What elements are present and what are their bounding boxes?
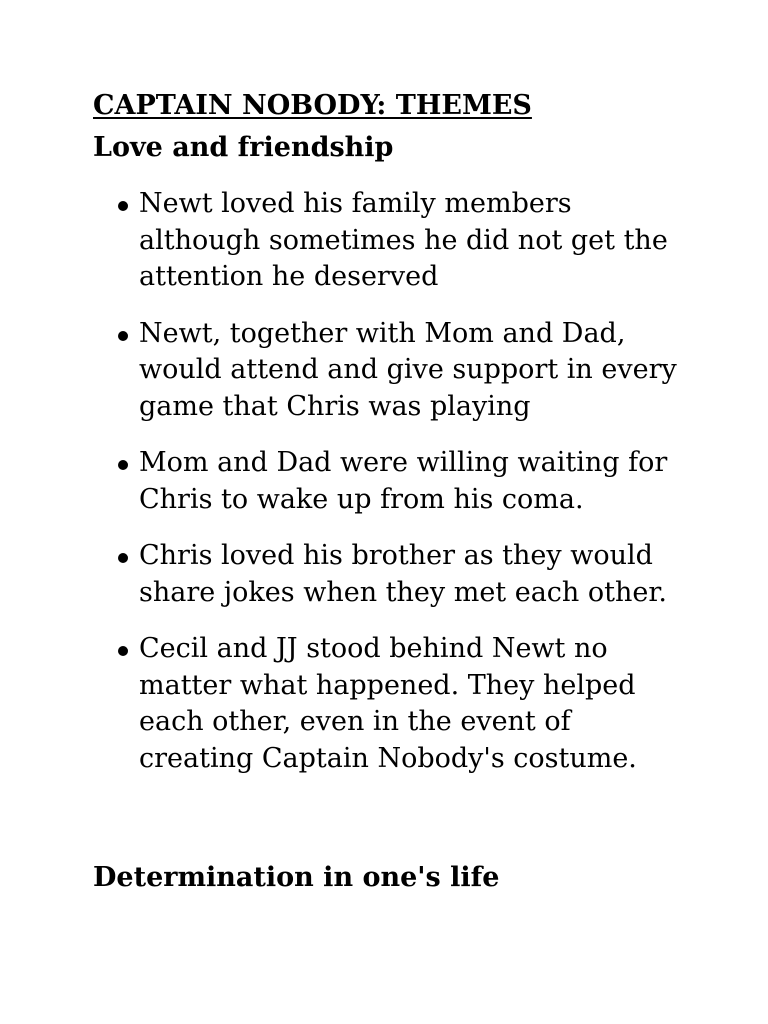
bullet-list [116, 186, 716, 797]
list-item [116, 445, 684, 518]
list-item-text: Newt, together with Mom and Dad, would attend and give support in every game that Chris was playing [139, 317, 677, 422]
list-item [116, 631, 684, 777]
section-heading-determination: Determination in one's life [93, 862, 500, 893]
list-item-text: Newt loved his family members although sometimes he did not get the attention he deserved [139, 188, 668, 292]
bullet-icon [118, 331, 128, 341]
list-item [116, 538, 684, 611]
list-item [116, 316, 684, 426]
list-item-text: Chris loved his brother as they would share jokes when they met each other. [139, 540, 667, 608]
bullet-icon [118, 553, 128, 563]
list-item-text: Cecil and JJ stood behind Newt no matter what happened. They helped each other, even in the event of creating Captain Nobody's costume. [139, 633, 637, 774]
list-item [116, 186, 684, 296]
page-title: CAPTAIN NOBODY: THEMES [93, 90, 532, 121]
bullet-icon [118, 460, 128, 470]
list-item-text: Mom and Dad were willing waiting for Chris to wake up from his coma. [139, 447, 668, 515]
bullet-icon [118, 646, 128, 656]
section-heading-love-and-friendship: Love and friendship [93, 132, 394, 163]
bullet-icon [118, 201, 128, 211]
